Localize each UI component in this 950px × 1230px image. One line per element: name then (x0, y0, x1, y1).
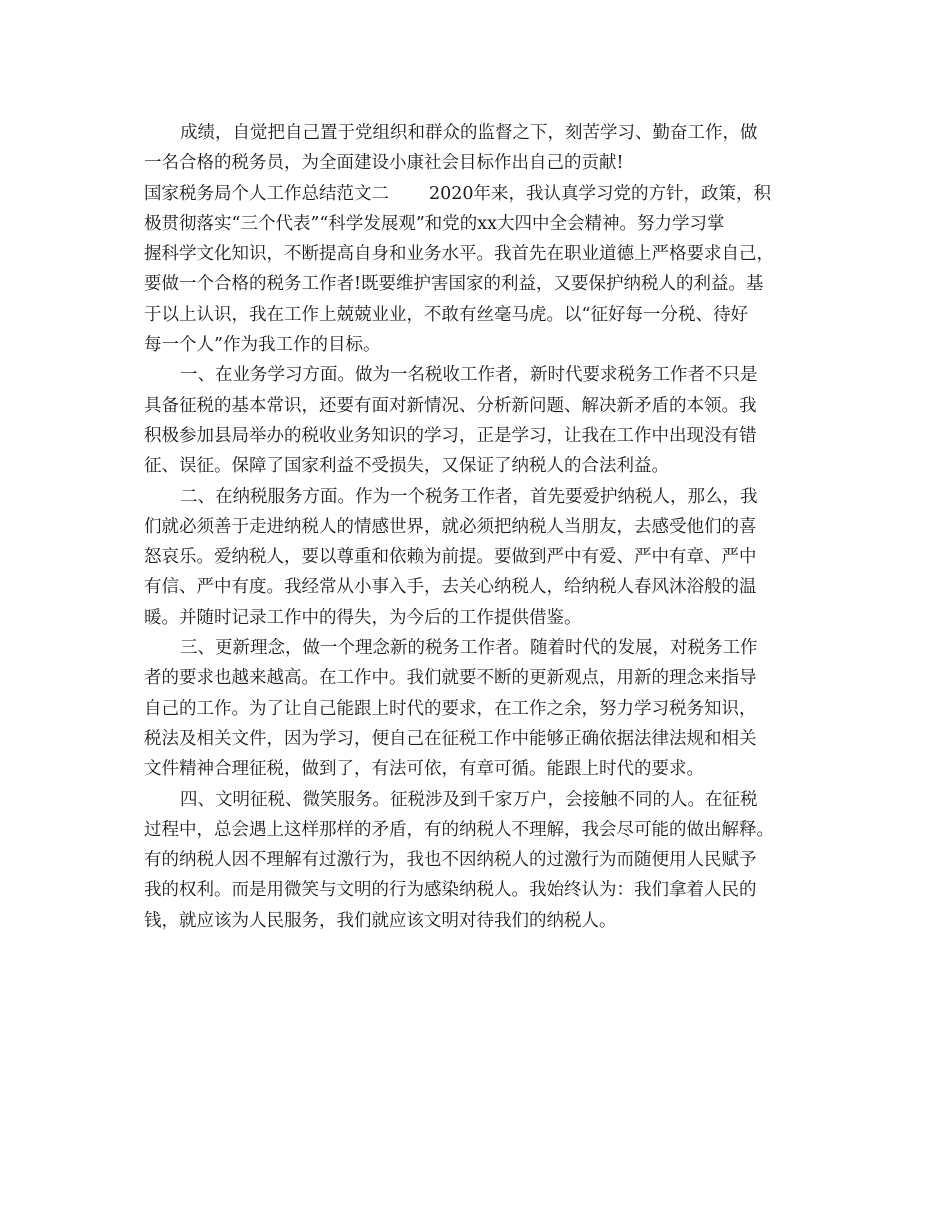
text-line: 极贯彻落实“三个代表”“科学发展观”和党的xx大四中全会精神。努力学习掌 (144, 213, 725, 234)
section-intro-text: 2020年来，我认真学习党的方针，政策，积 (429, 183, 772, 204)
text-line: 成绩，自觉把自己置于党组织和群众的监督之下，刻苦学习、勤奋工作，做 (180, 123, 758, 143)
text-line: 积极参加县局举办的税收业务知识的学习，正是学习，让我在工作中出现没有错 (144, 425, 757, 446)
text-line: 二、在纳税服务方面。作为一个税务工作者，首先要爱护纳税人，那么，我 (180, 486, 758, 507)
text-line: 每一个人”作为我工作的目标。 (144, 335, 381, 356)
text-line: 我的权利。而是用微笑与文明的行为感染纳税人。我始终认为：我们拿着人民的 (144, 880, 757, 901)
text-line: 握科学文化知识，不断提高自身和业务水平。我首先在职业道德上严格要求自己， (144, 244, 774, 265)
text-line: 暖。并随时记录工作中的得失，为今后的工作提供借鉴。 (144, 607, 582, 628)
section-title-line (144, 179, 814, 209)
text-line: 们就必须善于走进纳税人的情感世界，就必须把纳税人当朋友，去感受他们的喜 (144, 516, 757, 537)
document-body (144, 118, 814, 936)
text-line: 自己的工作。为了让自己能跟上时代的要求，在工作之余，努力学习税务知识， (144, 698, 757, 719)
text-line: 于以上认识，我在工作上兢兢业业，不敢有丝毫马虎。以“征好每一分税、待好 (144, 304, 748, 325)
text-line: 税法及相关文件，因为学习，便自己在征税工作中能够正确依据法律法规和相关 (144, 728, 757, 749)
text-line: 过程中，总会遇上这样那样的矛盾，有的纳税人不理解，我会尽可能的做出解释。 (144, 819, 774, 840)
text-line: 一、在业务学习方面。做为一名税收工作者，新时代要求税务工作者不只是 (180, 365, 758, 386)
text-line: 者的要求也越来越高。在工作中。我们就要不断的更新观点，用新的理念来指导 (144, 668, 757, 689)
section-title: 国家税务局个人工作总结范文二 (144, 183, 389, 204)
text-line: 四、文明征税、微笑服务。征税涉及到千家万户，会接触不同的人。在征税 (180, 789, 758, 810)
text-line: 怒哀乐。爱纳税人，要以尊重和依赖为前提。要做到严中有爱、严中有章、严中 (144, 547, 757, 568)
text-line: 钱，就应该为人民服务，我们就应该文明对待我们的纳税人。 (144, 910, 617, 931)
text-line: 一名合格的税务员，为全面建设小康社会目标作出自己的贡献! (144, 153, 624, 174)
text-line: 具备征税的基本常识，还要有面对新情况、分析新问题、解决新矛盾的本领。我 (144, 395, 757, 416)
text-line: 要做一个合格的税务工作者!既要维护害国家的利益，又要保护纳税人的利益。基 (144, 274, 764, 295)
text-line: 有的纳税人因不理解有过激行为，我也不因纳税人的过激行为而随便用人民赋予 (144, 850, 757, 871)
text-line: 有信、严中有度。我经常从小事入手，去关心纳税人，给纳税人春风沐浴般的温 (144, 577, 757, 598)
text-line: 文件精神合理征税，做到了，有法可依，有章可循。能跟上时代的要求。 (144, 759, 704, 780)
text-line: 征、误征。保障了国家利益不受损失，又保证了纳税人的合法利益。 (144, 456, 669, 477)
text-line: 三、更新理念，做一个理念新的税务工作者。随着时代的发展，对税务工作 (180, 638, 758, 659)
